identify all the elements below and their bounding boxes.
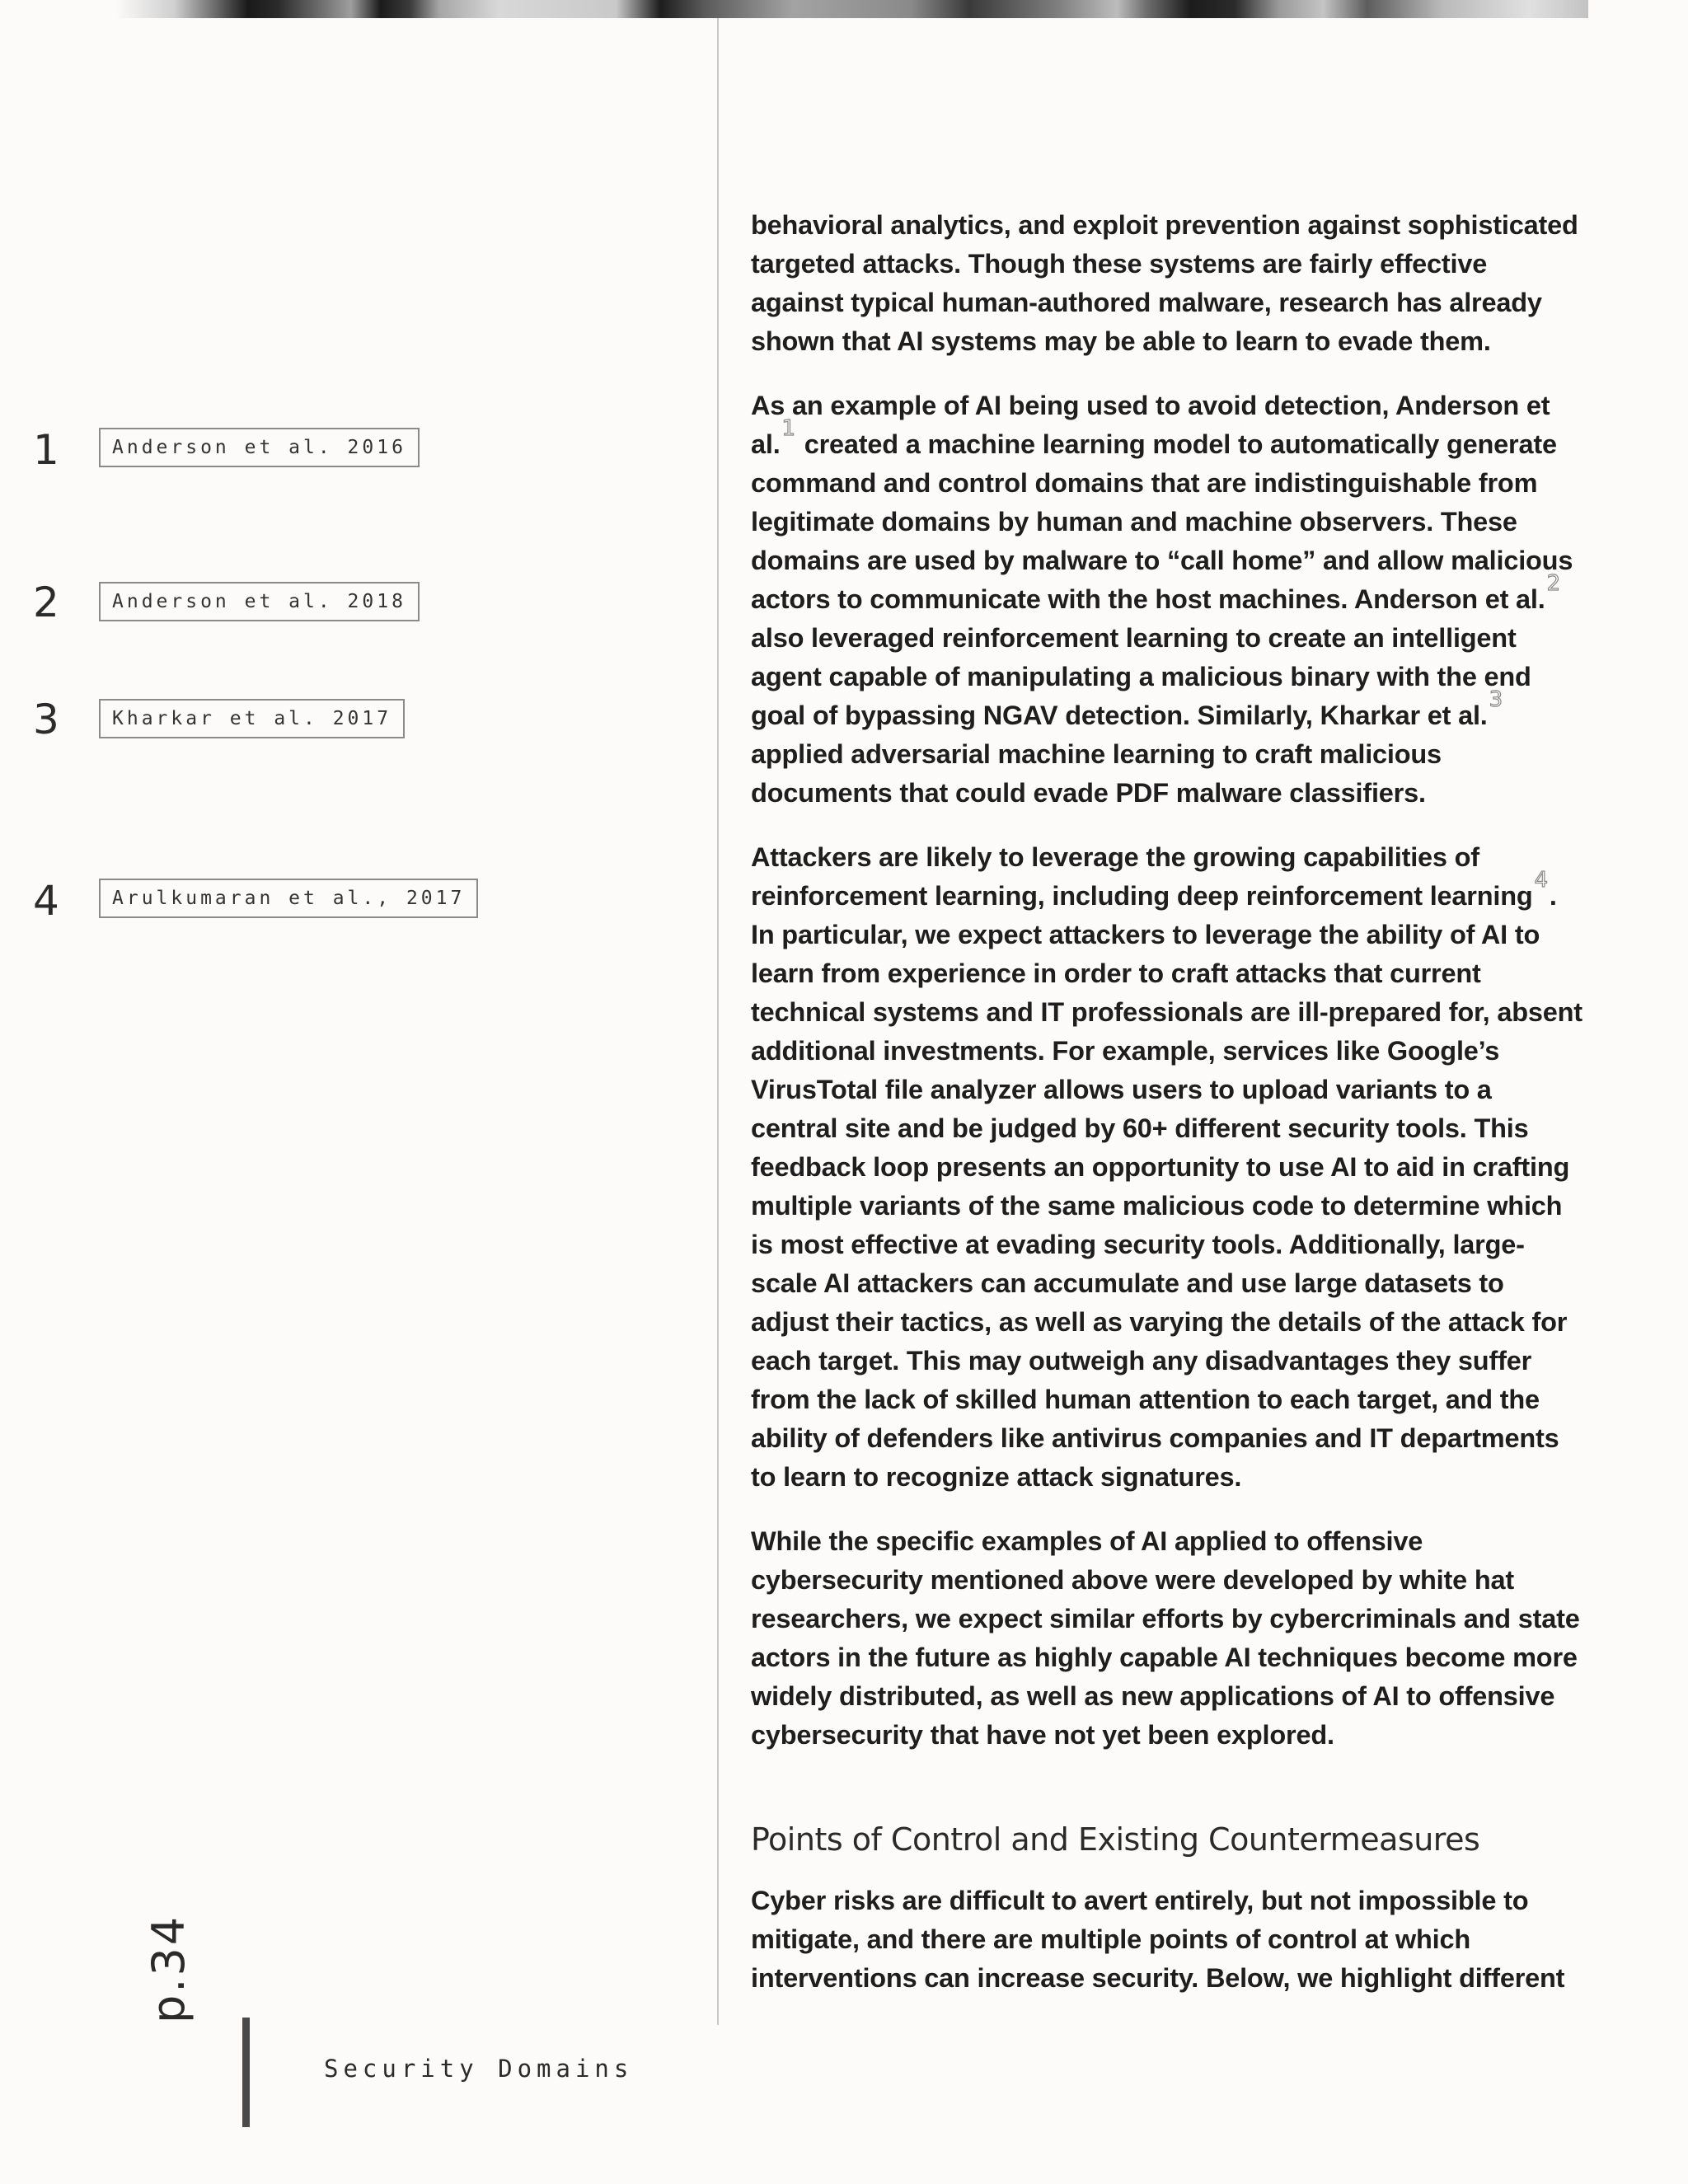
paragraph-2-text-c: also leveraged reinforcement learning to create an intelligent agent capable of manipulating a malicious binary with the end goal of bypassing NGAV detection. Similarly, Kharkar et al. [751, 623, 1531, 730]
footnote-marker-4[interactable]: 4 [1534, 868, 1548, 893]
section-heading: Points of Control and Existing Countermeasures [751, 1821, 1480, 1858]
header-gradient-bar [115, 0, 1588, 18]
footnote-number-3: 3 [33, 696, 59, 743]
paragraph-2 [751, 387, 1583, 813]
footnote-reference-3: Kharkar et al. 2017 [99, 699, 405, 738]
footer-accent-bar [242, 2018, 250, 2127]
footnote-number-4: 4 [33, 877, 59, 925]
body-text-column [751, 206, 1583, 2023]
paragraph-2-text-d: applied adversarial machine learning to craft malicious documents that could evade PDF malware classifiers. [751, 739, 1442, 808]
footnote-marker-3[interactable]: 3 [1489, 687, 1503, 712]
paragraph-2-text-b: created a machine learning model to automatically generate command and control domains that are indistinguishable from legitimate domains by human and machine observers. These domains are used by malware to “call home” and allow malicious actors to communicate with the host machines. Anderson et al. [751, 429, 1573, 614]
footnote-reference-4: Arulkumaran et al., 2017 [99, 879, 478, 918]
paragraph-3 [751, 838, 1583, 1497]
footer-section-title: Security Domains [324, 2055, 634, 2083]
paragraph-4: While the specific examples of AI applied to offensive cybersecurity mentioned above were developed by white hat researchers, we expect similar efforts by cybercriminals and state actors in the future as highly capable AI techniques become more widely distributed, as well as new applications of AI to offensive cybersecurity that have not yet been explored. [751, 1526, 1580, 1750]
footnote-marker-1[interactable]: 1 [781, 416, 795, 441]
column-divider [717, 18, 719, 2025]
paragraph-5: Cyber risks are difficult to avert entirely, but not impossible to mitigate, and there are multiple points of control at which interventions can increase security. Below, we highlight different [751, 1886, 1565, 1993]
footnote-reference-2: Anderson et al. 2018 [99, 582, 420, 621]
page-number: p.34 [143, 1914, 195, 2023]
paragraph-3-text-b: . In particular, we expect attackers to leverage the ability of AI to learn from experience in order to craft attacks that current technical systems and IT professionals are ill-prepared for, absent additional investments. For example, services like Google’s VirusTotal file analyzer allows users to upload variants to a central site and be judged by 60+ different security tools. This feedback loop presents an opportunity to use AI to aid in crafting multiple variants of the same malicious code to determine which is most effective at evading security tools. Additionally, large-scale AI attackers can accumulate and use large datasets to adjust their tactics, as well as varying the details of the attack for each target. This may outweigh any disadvantages they suffer from the lack of skilled human attention to each target, and the ability of defenders like antivirus companies and IT departments to learn to recognize attack signatures. [751, 881, 1582, 1492]
paragraph-3-text-a: Attackers are likely to leverage the growing capabilities of reinforcement learning, including deep reinforcement learning [751, 842, 1533, 911]
footnote-number-2: 2 [33, 579, 59, 626]
footnote-reference-1: Anderson et al. 2016 [99, 428, 420, 467]
paragraph-2-text-a: As an example of AI being used to avoid detection, Anderson et al. [751, 391, 1550, 459]
footnote-number-1: 1 [33, 426, 59, 474]
paragraph-1: behavioral analytics, and exploit prevention against sophisticated targeted attacks. Though these systems are fairly effective against typical human-authored malware, research has already shown that AI systems may be able to learn to evade them. [751, 210, 1578, 356]
footnote-marker-2[interactable]: 2 [1546, 571, 1560, 596]
